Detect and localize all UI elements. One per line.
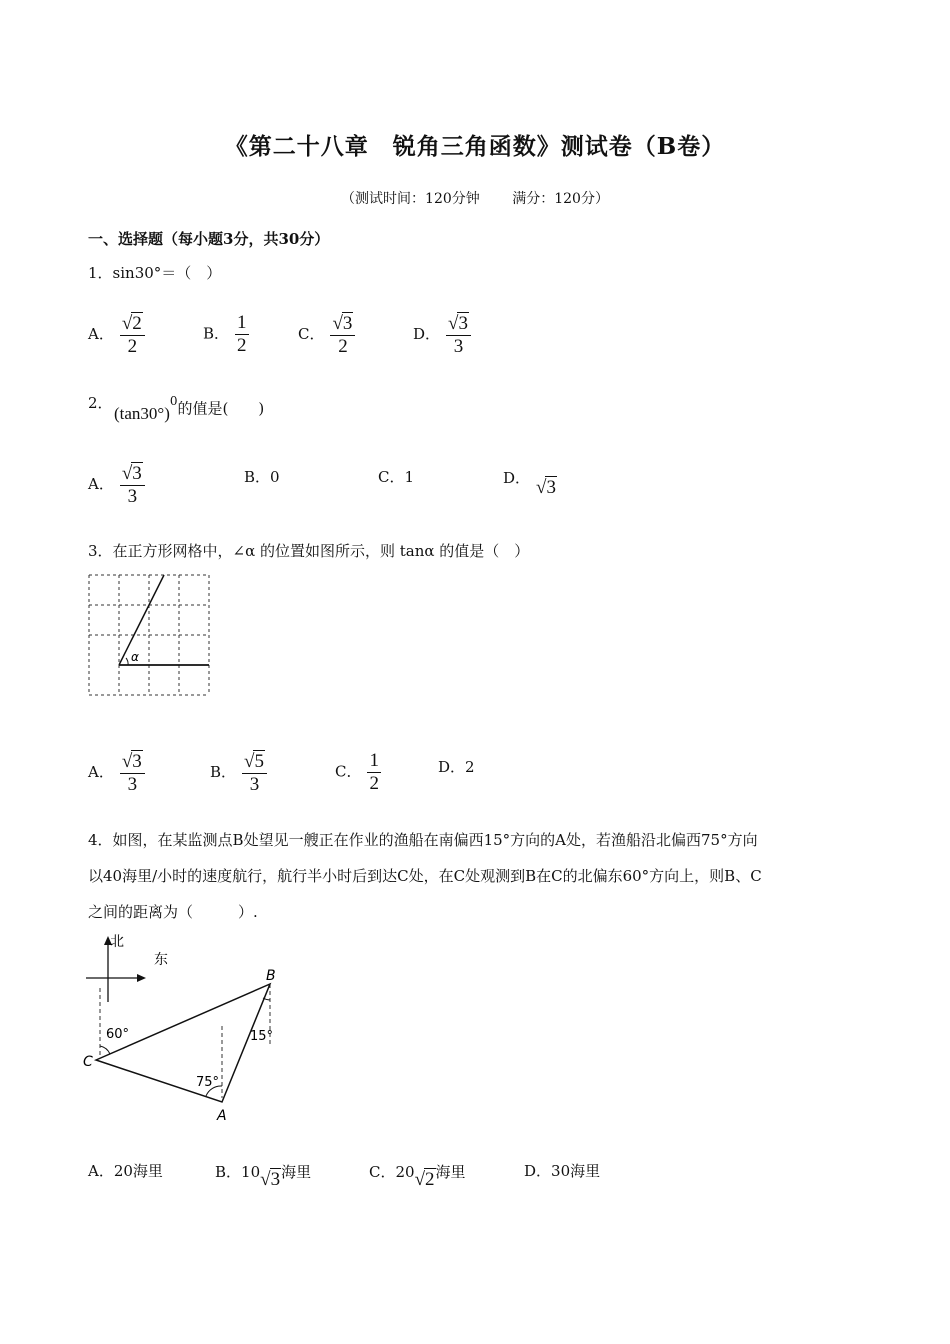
east-arrow-icon: [137, 974, 146, 982]
q3-option-b: B． $\frac{√5}{3}$: [210, 750, 267, 796]
q4-option-c: C．20√2海里: [369, 1163, 466, 1190]
q3-option-a: A． $\frac{√3}{3}$: [88, 750, 145, 796]
question-3-stem: 3．在正方形网格中，∠α 的位置如图所示，则 tanα 的值是（ ）: [88, 542, 530, 560]
fraction: $\frac{√5}{3}$: [242, 750, 267, 796]
q2-option-a: A． $\frac{√3}{3}$: [88, 462, 145, 508]
alpha-label: α: [131, 650, 139, 664]
question-2-expression: $(\tan 30^\circ)^0$的值是( ): [114, 394, 265, 424]
q2-option-c: C．1: [378, 468, 415, 486]
grid-figure: [86, 572, 212, 698]
fraction: $\frac{√3}{2}$: [330, 312, 355, 358]
point-b-label: B: [266, 968, 276, 984]
section-heading: 一、选择题（每小题3分，共30分）: [88, 230, 330, 248]
q4-option-d: D．30海里: [524, 1162, 601, 1180]
q1-option-d: D． $\frac{√3}{3}$: [413, 312, 471, 358]
angle-75-label: 75°: [196, 1075, 220, 1090]
q4-option-a: A．20海里: [88, 1162, 163, 1180]
question-1-stem: 1．sin30°＝（ ）: [88, 264, 222, 282]
north-label: 北: [110, 934, 124, 950]
sqrt: √2: [414, 1169, 435, 1190]
fraction: $\frac{√3}{3}$: [120, 750, 145, 796]
triangle-abc: [96, 984, 270, 1102]
q3-option-d: D．2: [438, 758, 475, 776]
q2-option-d: D． √3: [503, 469, 556, 498]
angle-60-label: 60°: [106, 1027, 130, 1042]
angle-15-label: 15°: [250, 1029, 274, 1044]
q1-option-b: B． $\frac{1}{2}$: [203, 312, 247, 356]
slanted-ray: [119, 575, 164, 665]
question-4-line-3: 之间的距离为（ ）.: [88, 903, 258, 921]
question-4-line-2: 以40海里/小时的速度航行，航行半小时后到达C处，在C处观测到B在C的北偏东60°方向上，则B、C: [88, 867, 762, 885]
q4-option-b: B．10√3海里: [215, 1163, 312, 1190]
east-label: 东: [154, 952, 168, 968]
point-c-label: C: [83, 1054, 93, 1070]
sqrt: √3: [536, 477, 556, 498]
fraction: $\frac{√2}{2}$: [120, 312, 145, 358]
question-2-number: 2．: [88, 394, 113, 412]
point-a-label: A: [217, 1108, 227, 1124]
q1-option-a: A． $\frac{√2}{2}$: [88, 312, 145, 358]
sqrt: √3: [260, 1169, 281, 1190]
question-4-line-1: 4．如图，在某监测点B处望见一艘正在作业的渔船在南偏西15°方向的A处，若渔船沿北偏西75°方向: [88, 831, 758, 849]
q1-option-c: C． $\frac{√3}{2}$: [298, 312, 355, 358]
fraction: $\frac{1}{2}$: [237, 312, 247, 356]
fraction: $\frac{√3}{3}$: [446, 312, 471, 358]
navigation-figure: [80, 930, 290, 1125]
test-info: （测试时间：120分钟 满分：120分）: [341, 191, 609, 207]
q2-option-b: B．0: [244, 468, 280, 486]
page-title: 《第二十八章 锐角三角函数》测试卷（B卷）: [224, 133, 726, 160]
fraction: $\frac{1}{2}$: [369, 750, 379, 794]
q3-option-c: C． $\frac{1}{2}$: [335, 750, 379, 794]
fraction: $\frac{√3}{3}$: [120, 462, 145, 508]
